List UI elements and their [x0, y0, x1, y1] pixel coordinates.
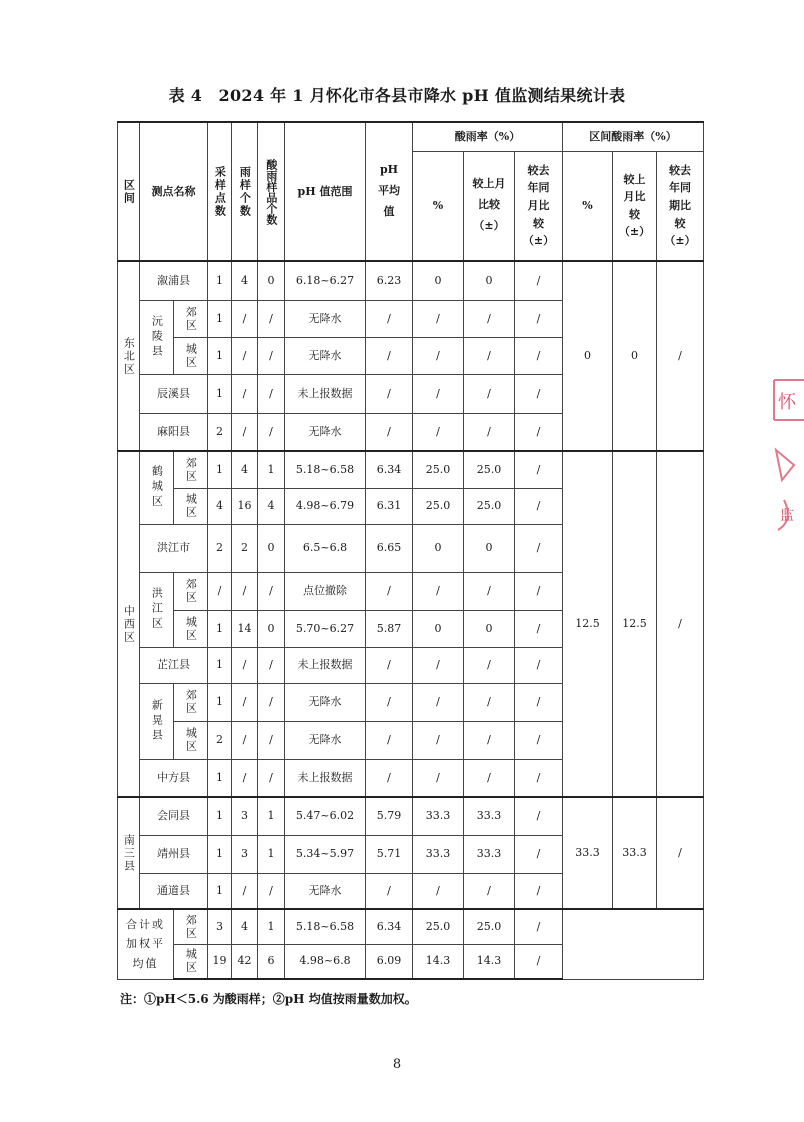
region-vs-year: /	[657, 261, 704, 451]
table-row: 中方县 1 / / 未上报数据 / / / /	[118, 759, 704, 797]
region-vs-year: /	[657, 797, 704, 909]
sub-station: 郊区	[174, 572, 208, 610]
group-total: 合计或加权平均值	[118, 909, 174, 979]
header-station: 测点名称	[140, 122, 208, 261]
table-row: 洪江区 郊区 / / / 点位撤除 / / / /	[118, 572, 704, 610]
table-row: 城区 1 / / 无降水 / / / /	[118, 337, 704, 374]
header-acid-rate: 酸雨率（%）	[413, 122, 563, 151]
sub-station: 郊区	[174, 300, 208, 337]
station-name: 通道县	[140, 873, 208, 909]
sub-station: 城区	[174, 337, 208, 374]
header-region-vs-last-month: 较上 月比 较 （±）	[613, 151, 657, 261]
table-footnote: 注：①pH＜5.6 为酸雨样；②pH 均值按雨量数加权。	[120, 992, 417, 1006]
table-row: 城区 1 14 0 5.70~6.27 5.87 0 0 /	[118, 610, 704, 647]
table-row: 城区 4 16 4 4.98~6.79 6.31 25.0 25.0 /	[118, 488, 704, 524]
sub-station: 城区	[174, 488, 208, 524]
region-south: 南三县	[118, 797, 140, 909]
header-region-acid-rate: 区间酸雨率（%）	[563, 122, 704, 151]
seal-stamp	[764, 370, 804, 550]
table-row: 芷江县 1 / / 未上报数据 / / / /	[118, 647, 704, 683]
table-row: 沅陵县 郊区 1 / / 无降水 / / / /	[118, 300, 704, 337]
table-row: 城区 19 42 6 4.98~6.8 6.09 14.3 14.3 /	[118, 944, 704, 979]
group-xinhuang: 新晃县	[140, 683, 174, 759]
region-vs-month: 33.3	[613, 797, 657, 909]
table-row: 辰溪县 1 / / 未上报数据 / / / /	[118, 374, 704, 413]
sub-station: 郊区	[174, 451, 208, 488]
table-row: 城区 2 / / 无降水 / / / /	[118, 721, 704, 759]
sub-station: 城区	[174, 721, 208, 759]
page-number: 8	[392, 1057, 402, 1072]
table-row: 通道县 1 / / 无降水 / / / /	[118, 873, 704, 909]
header-sample-points: 采样点数	[208, 122, 232, 261]
station-name: 中方县	[140, 759, 208, 797]
group-hecheng: 鹤城区	[140, 451, 174, 524]
table-row: 洪江市 2 2 0 6.5~6.8 6.65 0 0 /	[118, 524, 704, 572]
header-region-pct: %	[563, 151, 613, 261]
station-name: 靖州县	[140, 835, 208, 873]
sub-station: 城区	[174, 610, 208, 647]
table-row: 麻阳县 2 / / 无降水 / / / /	[118, 413, 704, 451]
header-region: 区间	[118, 122, 140, 261]
table-row: 东北区 溆浦县 1 4 0 6.18~6.27 6.23 0 0 / 0 0 /	[118, 261, 704, 300]
header-ph-avg: pH 平均 值	[366, 122, 413, 261]
table-row: 靖州县 1 3 1 5.34~5.97 5.71 33.3 33.3 /	[118, 835, 704, 873]
table-title: 表 4 2024 年 1 月怀化市各县市降水 pH 值监测结果统计表	[168, 86, 626, 105]
station-name: 会同县	[140, 797, 208, 835]
group-hongjiang-district: 洪江区	[140, 572, 174, 647]
table-row: 合计或加权平均值 郊区 3 4 1 5.18~6.58 6.34 25.0 25.0 /	[118, 909, 704, 944]
header-region-vs-last-year: 较去 年同 期比 较 （±）	[657, 151, 704, 261]
group-yuanling: 沅陵县	[140, 300, 174, 374]
region-rate: 0	[563, 261, 613, 451]
table-row: 南三县 会同县 1 3 1 5.47~6.02 5.79 33.3 33.3 / 33.3 33.3 /	[118, 797, 704, 835]
station-name: 溆浦县	[140, 261, 208, 300]
sub-station: 城区	[174, 944, 208, 979]
table-row: 中西区 鹤城区 郊区 1 4 1 5.18~6.58 6.34 25.0 25.0 / 12.5 12.5 /	[118, 451, 704, 488]
station-name: 辰溪县	[140, 374, 208, 413]
sub-station: 郊区	[174, 909, 208, 944]
region-rate: 33.3	[563, 797, 613, 909]
sub-station: 郊区	[174, 683, 208, 721]
region-northeast: 东北区	[118, 261, 140, 451]
table-row: 新晃县 郊区 1 / / 无降水 / / / /	[118, 683, 704, 721]
region-vs-month: 0	[613, 261, 657, 451]
header-rain-samples: 雨样个数	[232, 122, 258, 261]
region-vs-month: 12.5	[613, 451, 657, 797]
header-pct: %	[413, 151, 464, 261]
station-name: 芷江县	[140, 647, 208, 683]
svg-text:怀: 怀	[778, 392, 796, 413]
station-name: 洪江市	[140, 524, 208, 572]
header-row-1	[118, 122, 704, 151]
header-acid-samples: 酸雨样品个数	[258, 122, 285, 261]
region-rate: 12.5	[563, 451, 613, 797]
ph-monitoring-table	[117, 121, 704, 980]
header-vs-last-month: 较上月 比较 （±）	[464, 151, 515, 261]
station-name: 麻阳县	[140, 413, 208, 451]
region-vs-year: /	[657, 451, 704, 797]
total-region-empty	[563, 909, 704, 979]
header-vs-last-year: 较去 年同 月比 较 （±）	[515, 151, 563, 261]
region-midwest: 中西区	[118, 451, 140, 797]
svg-text:监: 监	[780, 508, 794, 524]
header-ph-range: pH 值范围	[285, 122, 366, 261]
